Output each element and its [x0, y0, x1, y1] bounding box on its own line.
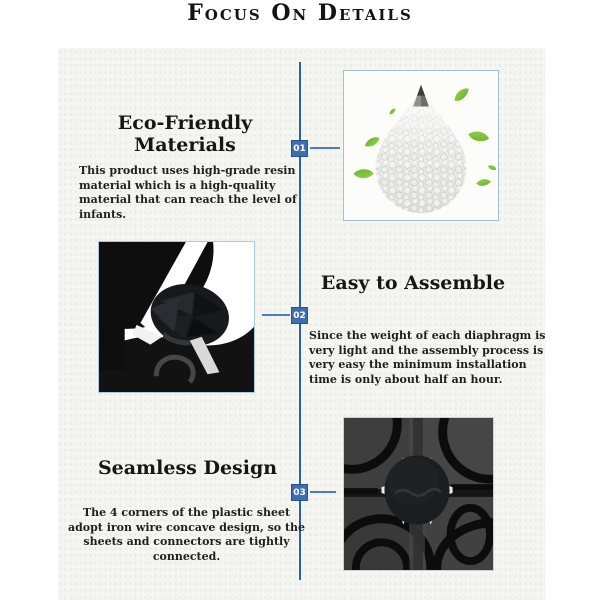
- section-3-heading: Seamless Design: [97, 457, 278, 479]
- section-1-body: This product uses high-grade resin material which is a high-quality material that can reach the level of infants.: [79, 164, 297, 221]
- section-1-heading: Eco-Friendly Materials: [117, 112, 253, 156]
- page-title: Focus On Details: [187, 0, 413, 26]
- step-badge-01: 01: [291, 140, 308, 157]
- section-2-body: Since the weight of each diaphragm is very light and the assembly process is very easy the minimum installation time is only about half an hour.: [309, 329, 546, 386]
- section-3-body: The 4 corners of the plastic sheet adopt iron wire concave design, so the sheets and connectors are tightly connected.: [67, 506, 306, 563]
- step-badge-02: 02: [291, 307, 308, 324]
- panel-joint-image: [343, 417, 494, 571]
- section-2-heading: Easy to Assemble: [320, 272, 506, 294]
- timeline-connector-2: [262, 314, 290, 316]
- resin-drop-image: [343, 70, 499, 221]
- connector-closeup-image: [98, 241, 255, 393]
- timeline-connector-3: [310, 491, 336, 493]
- timeline-connector-1: [310, 147, 340, 149]
- step-badge-03: 03: [291, 484, 308, 501]
